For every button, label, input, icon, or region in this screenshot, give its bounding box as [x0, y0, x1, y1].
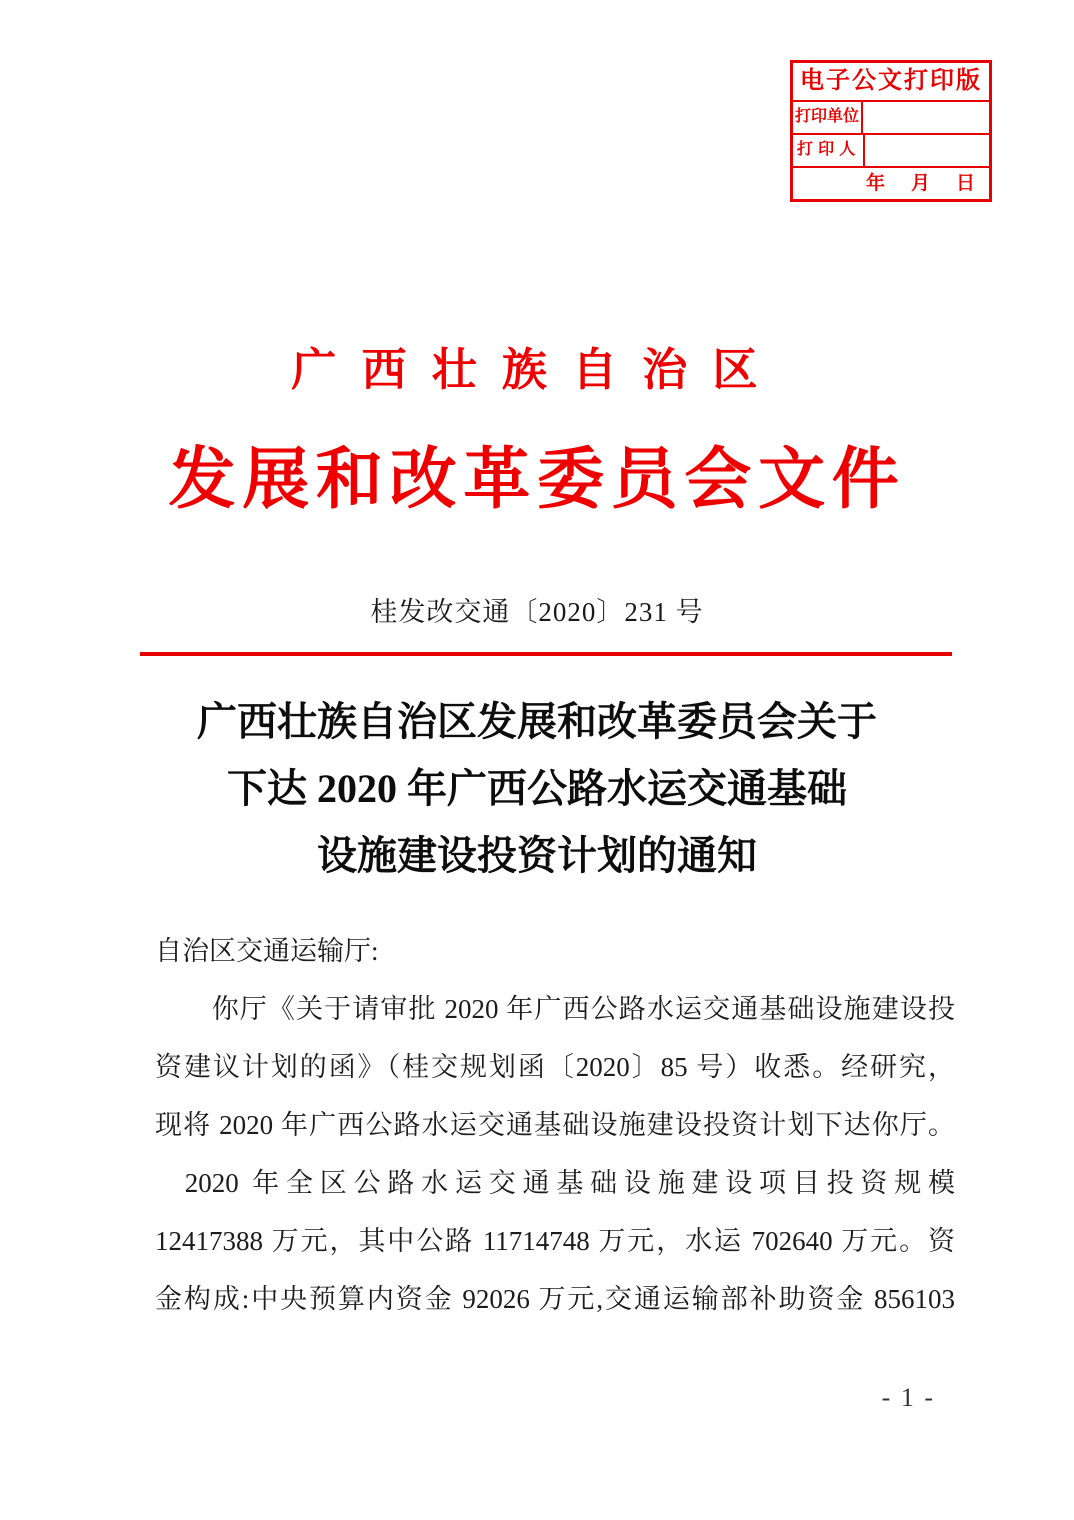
document-title-line: 设施建设投资计划的通知 [317, 833, 757, 878]
org-name-commission: 发展和改革委员会文件 [168, 443, 906, 517]
print-stamp [790, 60, 992, 202]
document-title-line: 下达 2020 年广西公路水运交通基础 [227, 766, 847, 811]
body-line: 12417388 万元，其中公路 11714748 万元，水运 702640 万元。资 [155, 1226, 955, 1256]
body-line: 金构成:中央预算内资金 92026 万元,交通运输部补助资金 856103 [155, 1284, 955, 1314]
body-line: 资建议计划的函》（桂交规划函〔2020〕85 号）收悉。经研究， [155, 1052, 955, 1082]
document-title-line: 广西壮族自治区发展和改革委员会关于 [197, 699, 877, 744]
stamp-label-printer: 打印人 [793, 135, 865, 166]
body-text [155, 922, 955, 1328]
stamp-label-print-unit: 打印单位 [793, 102, 863, 133]
stamp-date-month: 月 [910, 173, 930, 194]
stamp-date-day: 日 [955, 173, 975, 194]
red-divider-rule [140, 652, 952, 656]
body-line: 你厅《关于请审批 2020 年广西公路水运交通基础设施建设投 [211, 994, 955, 1024]
salutation: 自治区交通运输厅: [155, 936, 379, 966]
body-line: 现将 2020 年广西公路水运交通基础设施建设投资计划下达你厅。 [155, 1110, 955, 1140]
stamp-date-row [793, 168, 989, 199]
stamp-row-printer [793, 135, 989, 168]
page-number: - 1 - [881, 1383, 935, 1412]
stamp-value-printer [865, 135, 989, 166]
stamp-title: 电子公文打印版 [793, 63, 989, 102]
document-number: 桂发改交通〔2020〕231 号 [370, 597, 704, 627]
body-line: 2020 年全区公路水运交通基础设施建设项目投资规模 [184, 1168, 955, 1198]
stamp-row-print-unit [793, 102, 989, 135]
stamp-date-year: 年 [865, 173, 885, 194]
document-title [0, 688, 1074, 889]
org-name-region: 广西壮族自治区 [291, 345, 783, 395]
stamp-value-print-unit [863, 102, 989, 133]
